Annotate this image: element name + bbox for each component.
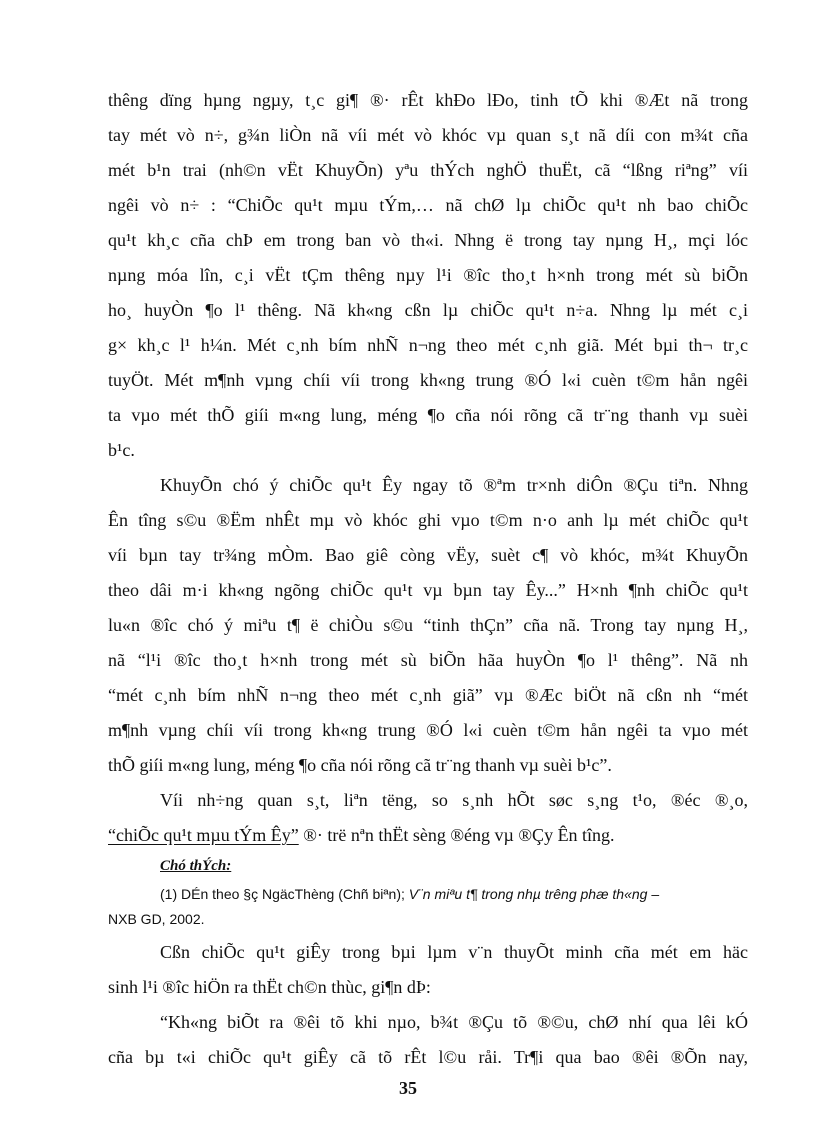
paragraph-5-line-1: “Kh«ng biÕt ra ®êi tõ khi nµo, b¾t ®Çu tõ ®©u, chØ nhí qua lêi kÓ	[160, 1012, 748, 1032]
paragraph-1-line-3: mét b¹n trai (nh©n vËt KhuyÕn) yªu thÝch nghÖ thuËt, cã “lßng riªng” víi	[108, 160, 748, 180]
paragraph-1-line-11: b¹c.	[108, 440, 135, 460]
note-text: DÉn theo §ç NgäcThèng (Chñ biªn);	[177, 886, 409, 902]
note-dash: –	[647, 886, 660, 902]
paragraph-1-line-1: thêng dïng hµng ngµy, t¸c gi¶ ®· rÊt khÐo lÐo, tinh tÕ khi ®Æt nã trong	[108, 90, 748, 110]
paragraph-2-line-1: KhuyÕn chó ý chiÕc qu¹t Êy ngay tõ ®ªm tr×nh diÔn ®Çu tiªn. Nhng	[160, 475, 748, 495]
quoted-phrase-underlined: “chiÕc qu¹t mµu tÝm Êy”	[108, 825, 299, 845]
paragraph-2-line-2: Ên tîng s©u ®Ëm nhÊt mµ vò khóc ghi vµo t©m n·o anh lµ mét chiÕc qu¹t	[108, 510, 748, 530]
paragraph-1-line-8: g× kh¸c l¹ h¼n. Mét c¸nh bím nhÑ n¬ng theo mét c¸nh giã. Mét bµi th¬ tr¸c	[108, 335, 748, 355]
paragraph-2-line-5: lu«n ®îc chó ý miªu t¶ ë chiÒu s©u “tinh thÇn” cña nã. Trong tay nµng H¸,	[108, 615, 748, 635]
note-line-2: NXB GD, 2002.	[108, 911, 205, 927]
paragraph-1-line-2: tay mét vò n÷, g¾n liÒn nã víi mét vò khóc vµ quan s¸t nã díi con m¾t cña	[108, 125, 748, 145]
paragraph-5-line-2: cña bµ t«i chiÕc qu¹t giÊy cã tõ rÊt l©u råi. Tr¶i qua bao ®êi ®Õn nay,	[108, 1047, 748, 1067]
paragraph-3-line-2	[108, 823, 748, 847]
paragraph-1-line-6: nµng móa lîn, c¸i vËt tÇm thêng nµy l¹i ®îc tho¸t h×nh trong mét sù biÕn	[108, 265, 748, 285]
paragraph-2-line-3: víi bµn tay tr¾ng mÒm. Bao giê còng vËy, suèt c¶ vò khóc, m¾t KhuyÕn	[108, 545, 748, 565]
paragraph-4-line-2: sinh l¹i ®îc hiÖn ra thËt ch©n thùc, gi¶n dÞ:	[108, 977, 431, 997]
note-book-title: V¨n miªu t¶ trong nhµ trêng phæ th«ng	[408, 886, 648, 902]
paragraph-1-line-5: qu¹t kh¸c cña chÞ em trong ban vò th«i. Nhng ë trong tay nµng H¸, mçi lóc	[108, 230, 748, 250]
paragraph-1-line-7: ho¸ huyÒn ¶o l¹ thêng. Nã kh«ng cßn lµ chiÕc qu¹t n÷a. Nhng lµ mét c¸i	[108, 300, 748, 320]
note-marker: (1)	[160, 886, 178, 902]
paragraph-2-line-7: “mét c¸nh bím nhÑ n¬ng theo mét c¸nh giã” vµ ®Æc biÖt nã cßn nh “mét	[108, 685, 748, 705]
paragraph-2-line-4: theo dâi m·i kh«ng ngõng chiÕc qu¹t vµ bµn tay Êy...” H×nh ¶nh chiÕc qu¹t	[108, 580, 748, 600]
page-number: 35	[399, 1078, 417, 1098]
paragraph-1-line-9: tuyÖt. Mét m¶nh vµng chíi víi trong kh«ng trung ®Ó l«i cuèn t©m hån ngêi	[108, 370, 748, 390]
note-title: Chó thÝch:	[160, 858, 232, 874]
paragraph-2-line-9: thÕ giíi m«ng lung, méng ¶o cña nói rõng cã tr¨ng thanh vµ suèi b¹c”.	[108, 755, 612, 775]
paragraph-1-line-4: ngêi vò n÷ : “ChiÕc qu¹t mµu tÝm,… nã chØ lµ chiÕc qu¹t nh bao chiÕc	[108, 195, 748, 215]
paragraph-3-line-2-rest: ®· trë nªn thËt sèng ®éng vµ ®Çy Ên tîng.	[298, 825, 615, 845]
paragraph-3-line-1: Víi nh÷ng quan s¸t, liªn tëng, so s¸nh hÕt søc s¸ng t¹o, ®éc ®¸o,	[160, 790, 748, 810]
note-line-1	[160, 882, 756, 906]
paragraph-1-line-10: ta vµo mét thÕ giíi m«ng lung, méng ¶o cña nói rõng cã tr¨ng thanh vµ suèi	[108, 405, 748, 425]
paragraph-4-line-1: Cßn chiÕc qu¹t giÊy trong bµi lµm v¨n thuyÕt minh cña mét em häc	[160, 942, 748, 962]
paragraph-2-line-6: nã “l¹i ®îc tho¸t h×nh trong mét sù biÕn hãa huyÒn ¶o l¹ thêng”. Nã nh	[108, 650, 748, 670]
note-heading	[160, 852, 460, 878]
paragraph-2-line-8: m¶nh vµng chíi víi trong kh«ng trung ®Ó l«i cuèn t©m hån ngêi ta vµo mét	[108, 720, 748, 740]
